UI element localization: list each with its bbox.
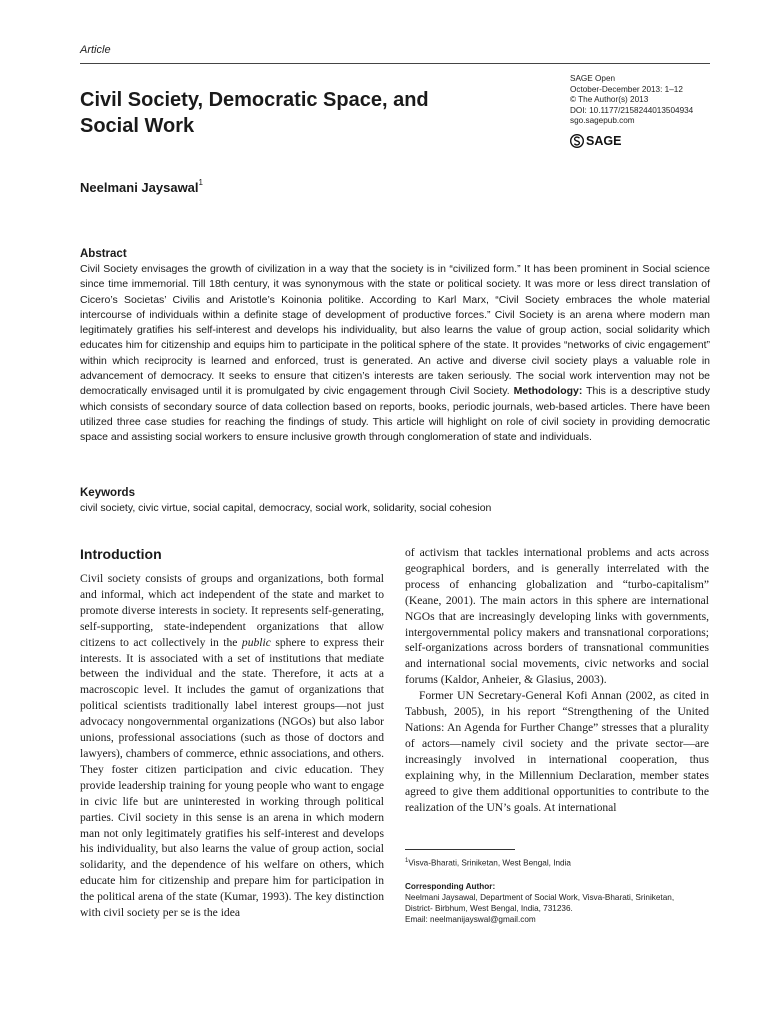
abstract-section — [80, 247, 710, 446]
footnote-mark: 1 — [405, 858, 409, 864]
abstract-body — [80, 262, 710, 446]
paper-title — [80, 87, 500, 139]
methodology-label: Methodology: — [513, 385, 583, 398]
corresponding-line-1: Neelmani Jaysawal, Department of Social Work, Visva-Bharati, Sriniketan, — [405, 892, 675, 902]
journal-site[interactable]: sgo.sagepub.com — [570, 116, 635, 125]
journal-copyright: © The Author(s) 2013 — [570, 95, 649, 104]
abstract-text-part2: This is a descriptive study which consists of secondary source of data collection based on reports, books, periodic journals, web-based articles. There have been utilized three case studies for reaching the findings of study. This article will highlight on role of civil society in providing democratic space and assisting social workers to ensure inclusive growth through conglomeration of state and individuals. — [80, 385, 711, 444]
body-column-left — [80, 545, 384, 921]
intro-paragraph-1 — [80, 571, 384, 921]
footnotes — [405, 856, 715, 925]
title-line-2: Social Work — [80, 115, 195, 137]
intro-left-part1: Civil society consists of groups and organizations, both formal and informal, which act independent of the state and market to promote diverse interests in society. It represents self-generating, self-supporting, state-independent organizations that allow citizens to act collectively in the — [80, 572, 384, 649]
header-rule — [80, 63, 710, 64]
sage-logo-text: SAGE — [586, 134, 622, 148]
author-affiliation-mark: 1 — [198, 178, 203, 187]
corresponding-email[interactable]: Email: neelmanijayswal@gmail.com — [405, 914, 536, 924]
abstract-heading: Abstract — [80, 248, 127, 260]
keywords-list: civil society, civic virtue, social capital, democracy, social work, solidarity, social cohesion — [80, 502, 492, 514]
intro-left-italic: public — [241, 635, 271, 649]
footnote-rule — [405, 849, 515, 850]
affiliation-text: Visva-Bharati, Sriniketan, West Bengal, India — [408, 858, 571, 868]
keywords-heading: Keywords — [80, 487, 135, 499]
sage-logo — [570, 134, 621, 148]
keywords-section — [80, 486, 710, 516]
abstract-text-part1: Civil Society envisages the growth of civilization in a way that the society is in “civilized form.” It has been prominent in Social science since time immemorial. Till 18th century, it was synonymous with the state or political society. It was more or less direct translation of Cicero’s Societas’ Civilis and Aristotle’s Koinonia politike. According to Karl Marx, “Civil Society embraces the whole material intercourse of individuals within a definite stage of development of productive forces.” Civil Society is an arena where modern man legitimately gratifies his self-interest and develops his individuality, but also learns the value of group action, social solidarity which educates him for citizenship and equips him to participate in the political sphere of the state. It provides “networks of civic engagement” within which reciprocity is learned and enforced, trust is generated. An active and diverse civil society plays a valuable role in advancement of democracy. It seeks to ensure that citizen’s interests are taken seriously. The social work intervention may not be democratically envisaged until it is promulgated by civic engagement through Civil Society. — [80, 263, 710, 398]
author-name-text: Neelmani Jaysawal — [80, 180, 199, 195]
journal-name: SAGE Open — [570, 74, 616, 83]
author-name — [80, 180, 203, 195]
intro-paragraph-2: of activism that tackles international problems and acts across geographical borders, and is generally interrelated with the process of enhancing globalization and “turbo-capitalism” (Keane, 2001). The main actors in this sphere are international NGOs that are increasingly developing links with governments, intergovernmental policy makers and transnational corporations; self-organizations across borders of transnational communities and international social movements, civic networks and social forums (Kaldor, Anheier, & Glasius, 2003). — [405, 546, 709, 687]
affiliation-footnote — [405, 856, 715, 869]
introduction-heading: Introduction — [80, 546, 162, 562]
sage-logo-icon — [570, 134, 584, 148]
title-line-1: Civil Society, Democratic Space, and — [80, 89, 429, 111]
corresponding-line-2: District- Birbhum, West Bengal, India, 731236. — [405, 903, 573, 913]
intro-left-part2: sphere to express their interests. It is associated with a set of institutions that mediate between the individual and the state. Therefore, it acts at a macroscopic level. It includes the gamut of organizations that political scientists traditionally label interest groups—not just advocacy nongovernmental organizations (NGOs) but also labor unions, professional associations (such as those of doctors and lawyers), chambers of commerce, ethnic associations, and others. They foster citizen participation and civic education. They provide leadership training for young people who want to engage in civic life but are uninterested in working through political parties. Civil society in this sense is an arena in which modern man not only legitimately gratifies his self-interest and develops his individuality, but also learns the value of group action, social solidarity, and the dependence of his welfare on others, which educate him for citizenship and prepare him for participation in the political arena of the state (Kumar, 1993). The key distinction with civil society per se is the idea — [80, 635, 384, 920]
journal-info — [570, 74, 750, 127]
journal-issue: October-December 2013: 1–12 — [570, 84, 683, 94]
corresponding-author-heading: Corresponding Author: — [405, 881, 496, 891]
journal-doi[interactable]: DOI: 10.1177/2158244013504934 — [570, 105, 694, 115]
article-type-label: Article — [80, 44, 111, 56]
body-column-right — [405, 545, 709, 815]
intro-paragraph-3: Former UN Secretary-General Kofi Annan (2002, as cited in Tabbush, 2005), in his report “Strengthening of the United Nations: An Agenda for Further Change” stresses that a plurality of actors—namely civil society and the private sector—are increasingly involved in international cooperation, thus explaining why, in the Millennium Declaration, member states agreed to give them additional opportunities to contribute to the realization of the UN’s goals. At international — [405, 689, 709, 814]
